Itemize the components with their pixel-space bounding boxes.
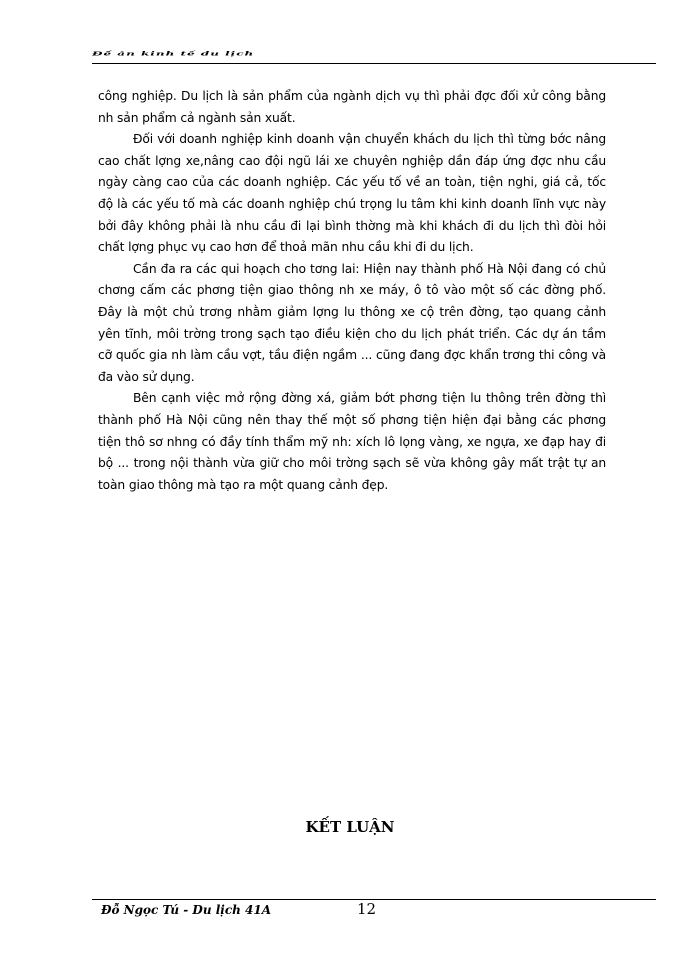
section-heading-conclusion: KẾT LUẬN <box>305 818 395 836</box>
body-text <box>98 86 606 496</box>
paragraph-transport-business: Đối với doanh nghiệp kinh doanh vận chuyển khách du lịch thì từng bớc nâng cao chất lợng xe,nâng cao đội ngũ lái xe chuyên nghiệp dần đáp ứng đợc nhu cầu ngày càng cao của các doanh nghiệp. Các yếu tố về an toàn, tiện nghi, giá cả, tốc độ là các yếu tố mà các doanh nghiệp chú trọng lu tâm khi kinh doanh lĩnh vực này bởi đây không phải là nhu cầu đi lại bình thờng mà khi khách đi du lịch thì đòi hỏi chất lợng phục vụ cao hơn để thoả mãn nhu cầu khi đi du lịch. <box>98 132 606 255</box>
header-divider <box>92 63 656 64</box>
paragraph-road-expansion: Bên cạnh việc mở rộng đờng xá, giảm bớt phơng tiện lu thông trên đờng thì thành phố Hà Nội cũng nên thay thế một số phơng tiện hiện đại bằng các phơng tiện thô sơ nhng có đầy tính thẩm mỹ nh: xích lô lọng vàng, xe ngựa, xe đạp hay đi bộ ... trong nội thành vừa giữ cho môi trờng sạch sẽ vừa không gây mất trật tự an toàn giao thông mà tạo ra một quang cảnh đẹp. <box>98 391 606 492</box>
footer-author: Đỗ Ngọc Tú - Du lịch 41A <box>101 903 272 917</box>
paragraph-future-planning: Cần đa ra các qui hoạch cho tơng lai: Hiện nay thành phố Hà Nội đang có chủ chơng cấm các phơng tiện giao thông nh xe máy, ô tô vào một số các đờng phố. Đây là một chủ trơng nhằm giảm lợng lu thông xe cộ trên đờng, tạo quang cảnh yên tĩnh, môi trờng trong sạch tạo điều kiện cho du lịch phát triển. Các dự án tầm cỡ quốc gia nh làm cầu vợt, tầu điện ngầm ... cũng đang đợc khẩn trơng thi công và đa vào sử dụng. <box>98 261 606 384</box>
page-number: 12 <box>357 900 377 918</box>
running-header: Đề án kinh tế du lịch <box>92 50 255 57</box>
paragraph-continuation: công nghiệp. Du lịch là sản phẩm của ngành dịch vụ thì phải đợc đối xử công bằng nh sản phẩm cả ngành sản xuất. <box>98 89 606 125</box>
